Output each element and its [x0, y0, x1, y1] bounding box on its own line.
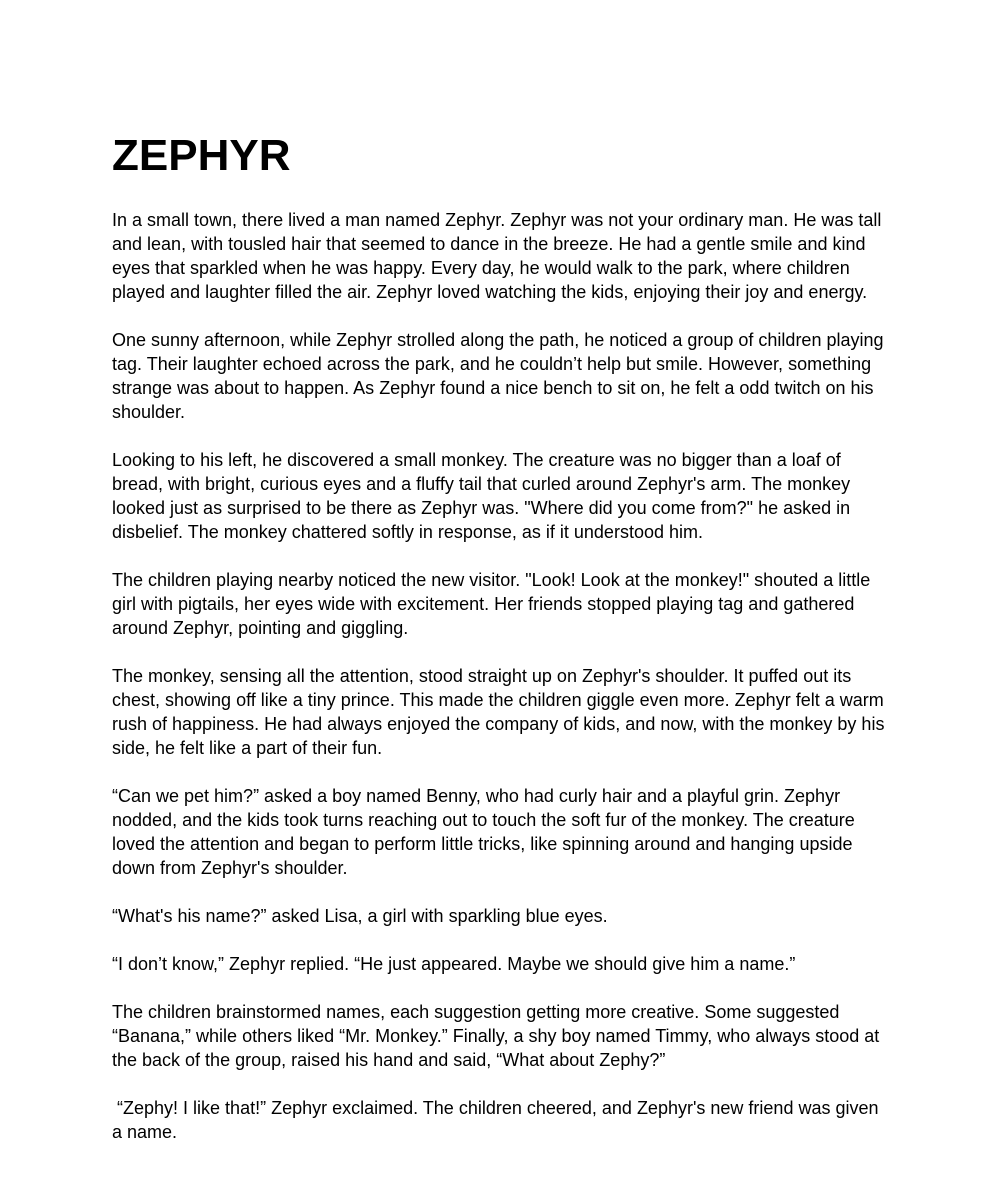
document-title: ZEPHYR — [112, 131, 291, 180]
paragraph: In a small town, there lived a man named Zephyr. Zephyr was not your ordinary man. He was tall and lean, with tousled hair that seemed to dance in the breeze. He had a gentle smile and kind eyes that sparkled when he was happy. Every day, he would walk to the park, where children played and laughter filled the air. Zephyr loved watching the kids, enjoying their joy and energy. — [112, 210, 882, 302]
paragraph: “What's his name?” asked Lisa, a girl with sparkling blue eyes. — [112, 906, 608, 926]
paragraph: The children brainstormed names, each suggestion getting more creative. Some suggested “Banana,” while others liked “Mr. Monkey.” Finally, a shy boy named Timmy, who always stood at the back of the group, raised his hand and said, “What about Zephy?” — [112, 1002, 880, 1070]
paragraph: “I don’t know,” Zephyr replied. “He just appeared. Maybe we should give him a name.” — [112, 954, 796, 974]
paragraph: The monkey, sensing all the attention, stood straight up on Zephyr's shoulder. It puffed out its chest, showing off like a tiny prince. This made the children giggle even more. Zephyr felt a warm rush of happiness. He had always enjoyed the company of kids, and now, with the monkey by his side, he felt like a part of their fun. — [112, 666, 885, 758]
paragraph: The children playing nearby noticed the new visitor. "Look! Look at the monkey!" shouted a little girl with pigtails, her eyes wide with excitement. Her friends stopped playing tag and gathered around Zephyr, pointing and giggling. — [112, 570, 871, 638]
document-body — [112, 208, 892, 1144]
paragraph: “Can we pet him?” asked a boy named Benny, who had curly hair and a playful grin. Zephyr nodded, and the kids took turns reaching out to touch the soft fur of the monkey. The creature loved the attention and began to perform little tricks, like spinning around and hanging upside down from Zephyr's shoulder. — [112, 786, 855, 878]
paragraph: One sunny afternoon, while Zephyr strolled along the path, he noticed a group of children playing tag. Their laughter echoed across the park, and he couldn’t help but smile. However, something strange was about to happen. As Zephyr found a nice bench to sit on, he felt a odd twitch on his shoulder. — [112, 330, 884, 422]
paragraph: Looking to his left, he discovered a small monkey. The creature was no bigger than a loaf of bread, with bright, curious eyes and a fluffy tail that curled around Zephyr's arm. The monkey looked just as surprised to be there as Zephyr was. "Where did you come from?" he asked in disbelief. The monkey chattered softly in response, as if it understood him. — [112, 450, 851, 542]
paragraph: “Zephy! I like that!” Zephyr exclaimed. The children cheered, and Zephyr's new friend was given a name. — [112, 1098, 884, 1142]
document-page — [112, 0, 892, 1168]
